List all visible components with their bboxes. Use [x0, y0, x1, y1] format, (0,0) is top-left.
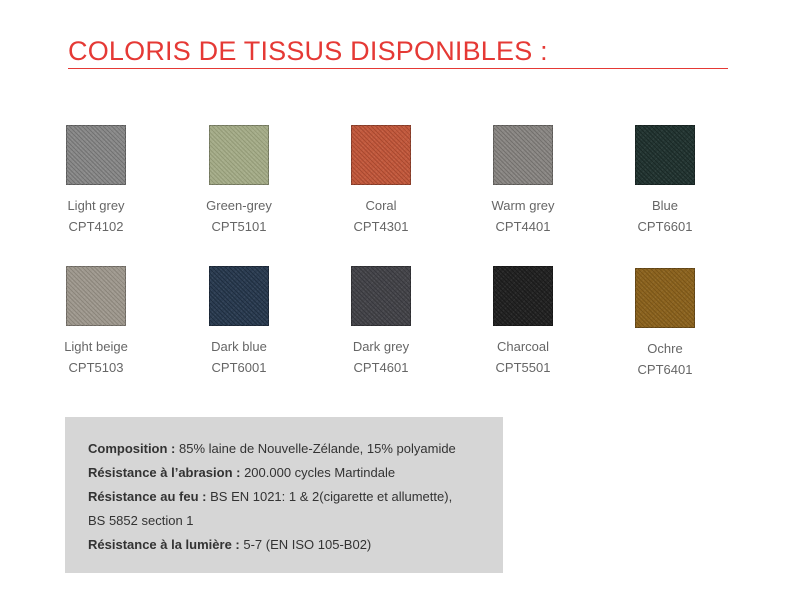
fabric-swatch[interactable] — [351, 125, 411, 185]
swatch-name: Dark grey — [352, 339, 410, 354]
swatch-name: Blue — [651, 198, 679, 213]
swatch-name: Warm grey — [491, 198, 555, 213]
swatch-item-dark-blue[interactable] — [168, 266, 310, 378]
fire-label: Résistance au feu : — [88, 489, 207, 504]
page-title: COLORIS DE TISSUS DISPONIBLES : — [68, 36, 548, 66]
light-value: 5-7 (EN ISO 105-B02) — [239, 537, 372, 552]
composition-line — [88, 437, 503, 461]
swatch-code: CPT6601 — [637, 219, 693, 234]
swatch-item-green-grey[interactable] — [168, 125, 310, 237]
swatch-code: CPT4601 — [353, 360, 409, 375]
swatch-name: Charcoal — [496, 339, 550, 354]
swatch-item-charcoal[interactable] — [452, 266, 594, 378]
light-line — [88, 533, 503, 557]
swatch-name: Light grey — [67, 198, 125, 213]
fabric-swatch[interactable] — [351, 266, 411, 326]
swatch-item-light-grey[interactable] — [25, 125, 167, 237]
title-underline — [68, 68, 728, 69]
fabric-swatch[interactable] — [493, 125, 553, 185]
light-label: Résistance à la lumière : — [88, 537, 240, 552]
abrasion-value: 200.000 cycles Martindale — [240, 465, 396, 480]
fire-value-continued: BS 5852 section 1 — [88, 513, 194, 528]
abrasion-line — [88, 461, 503, 485]
fabric-swatch[interactable] — [209, 125, 269, 185]
swatch-name: Green-grey — [206, 198, 272, 213]
swatch-code: CPT4401 — [495, 219, 551, 234]
abrasion-label: Résistance à l’abrasion : — [88, 465, 241, 480]
swatch-item-blue[interactable] — [594, 125, 736, 237]
fire-value: BS EN 1021: 1 & 2(cigarette et allumette), — [206, 489, 453, 504]
swatch-name: Ochre — [647, 341, 683, 356]
swatch-item-ochre[interactable] — [594, 268, 736, 380]
swatch-code: CPT6401 — [637, 362, 693, 377]
swatch-code: CPT5501 — [495, 360, 551, 375]
fabric-swatch[interactable] — [66, 266, 126, 326]
swatch-item-light-beige[interactable] — [25, 266, 167, 378]
specifications-box — [65, 417, 503, 573]
swatch-name: Light beige — [64, 339, 128, 354]
fabric-swatch[interactable] — [635, 125, 695, 185]
fabric-swatch[interactable] — [66, 125, 126, 185]
fire-line-continued — [88, 509, 503, 533]
composition-value: 85% laine de Nouvelle-Zélande, 15% polyamide — [175, 441, 456, 456]
composition-label: Composition : — [88, 441, 176, 456]
fire-line — [88, 485, 503, 509]
fabric-swatch[interactable] — [493, 266, 553, 326]
swatch-row — [25, 266, 735, 407]
swatch-name: Coral — [365, 198, 397, 213]
swatch-name: Dark blue — [211, 339, 267, 354]
swatch-grid — [25, 125, 735, 407]
fabric-swatch[interactable] — [635, 268, 695, 328]
swatch-item-coral[interactable] — [310, 125, 452, 237]
swatch-code: CPT4301 — [353, 219, 409, 234]
swatch-item-dark-grey[interactable] — [310, 266, 452, 378]
swatch-code: CPT5103 — [68, 360, 124, 375]
swatch-code: CPT4102 — [68, 219, 124, 234]
swatch-code: CPT6001 — [211, 360, 267, 375]
swatch-code: CPT5101 — [211, 219, 267, 234]
swatch-item-warm-grey[interactable] — [452, 125, 594, 237]
swatch-row — [25, 125, 735, 266]
fabric-swatch[interactable] — [209, 266, 269, 326]
